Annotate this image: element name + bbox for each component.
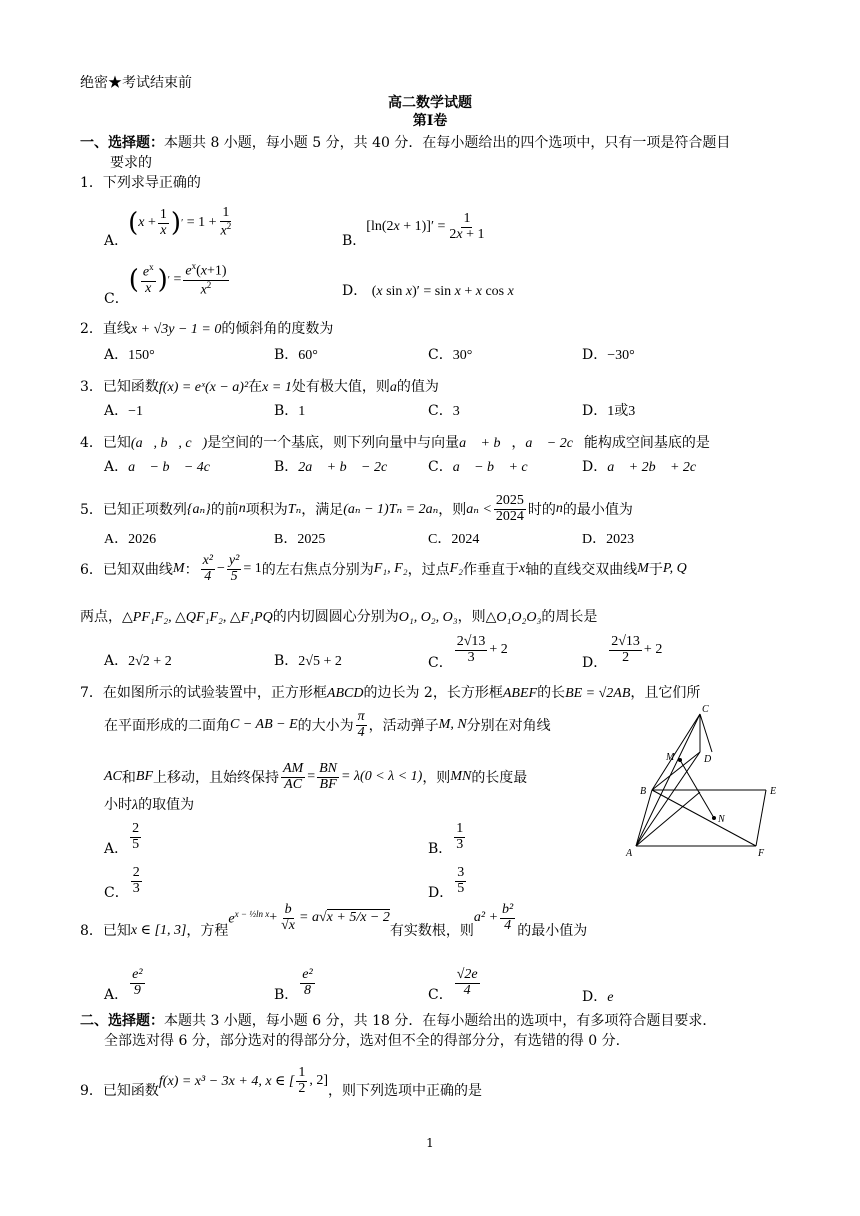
q1-option-d: D． (x sin x)′ = sin x + x cos x <box>342 283 514 299</box>
page-number: 1 <box>426 1136 434 1150</box>
q7-stem-line1: 7．在如图所示的试验装置中，正方形框ABCD的边长为 2，长方形框ABEF的长BE = √2AB，且它们所 <box>80 685 701 701</box>
fig-label-d: D <box>704 754 712 765</box>
q5-option-a: A．2026 <box>104 532 157 547</box>
q2-option-d: D．−30° <box>582 347 635 363</box>
fig-label-b: B <box>640 786 647 797</box>
q3-option-a: A．−1 <box>104 403 144 419</box>
q2-stem: 2．直线x + √3y − 1 = 0的倾斜角的度数为 <box>80 321 334 337</box>
volume-label: 第Ⅰ卷 <box>412 113 448 129</box>
q2-option-a: A．150° <box>104 347 155 363</box>
q6-option-a: A．2√2 + 2 <box>104 653 172 669</box>
q1-stem: 1．下列求导正确的 <box>80 175 201 191</box>
q4-option-c: C．a⃗ − b⃗ + c⃗ <box>428 459 539 475</box>
q8-option-d: D．e <box>582 989 614 1005</box>
q8-stem: 8． 已知 x ∈ [1, 3] ，方程 $e^{x - \frac{1}{2}ln x}$ + $\frac{b}{√x}$ = a √x + 5/x − 2 有实数根，则 a² + $\frac{\text{b²}}{4}$ 的最小值为 <box>80 901 588 939</box>
q4-option-a: A．a⃗ − b⃗ − 4c⃗ <box>104 459 221 475</box>
q9-stem: 9． 已知函数 f(x) = x³ − 3x + 4, x ∈ [ 1 2 , 2] ，则下列选项中正确的是 <box>80 1064 483 1099</box>
section2-heading: 二、选择题：本题共 3 小题，每小题 6 分，共 18 分．在每小题给出的选项中，有多项符合题目要求． <box>80 1013 717 1029</box>
q2-option-b: B．60° <box>274 347 318 363</box>
q3-stem: 3．已知函数f(x) = eˣ(x − a)²在x = 1处有极大值，则a的值为 <box>80 379 439 395</box>
section1-desc-line2: 要求的 <box>110 155 152 171</box>
q4-option-b: B．2a⃗ + b⃗ − 2c⃗ <box>274 459 399 475</box>
q6-option-d: D． 2√13 2 + 2 <box>582 633 663 671</box>
q3-option-d: D．1或3 <box>582 403 636 419</box>
q1-option-b: B． [ln(2 x + 1)]′ = 1 2x + 1 <box>342 210 485 249</box>
q6-option-b: B．2√5 + 2 <box>274 653 342 669</box>
section2-desc-line2: 全部选对得 6 分，部分选对的得部分分，选对但不全的得部分分，有选错的得 0 分. <box>104 1033 621 1049</box>
q6-stem-line2: 两点，△PF₁F₂, △QF₁F₂, △F₁PQ的内切圆圆心分别为O₁, O₂, O₃，则△O₁O₂O₃的周长是 <box>80 609 598 625</box>
q5-option-b: B．2025 <box>274 532 326 547</box>
fig-label-f: F <box>758 848 765 859</box>
exam-title: 高二数学试题 <box>388 95 472 111</box>
q1-option-c: C． ( $e^x$ x ) ′ = $e^x(x+1)$ $x^2$ <box>104 261 227 307</box>
q8-option-c: C． √2e 4 <box>428 966 478 1003</box>
q7-stem-line2: 在平面形成的二面角 C − AB − E 的大小为 π 4 ，活动弹子 M, N 分别在对角线 <box>104 709 551 740</box>
q1-option-a: A． ( x + 1 x ) ′ = 1 + 1 $x^2$ <box>104 205 232 249</box>
q4-option-d: D．a⃗ + 2b⃗ + 2c⃗ <box>582 459 708 475</box>
fig-label-m: M <box>666 752 675 763</box>
q7-figure <box>620 700 790 860</box>
q3-option-b: B．1 <box>274 403 306 419</box>
fig-label-c: C <box>702 704 709 715</box>
q3-option-c: C．3 <box>428 403 460 419</box>
q8-option-b: B． e² 8 <box>274 966 313 1003</box>
q7-stem-line4: 小时λ的取值为 <box>104 797 195 813</box>
fig-label-a: A <box>626 848 633 859</box>
q7-stem-line3: AC 和 BF 上移动，且始终保持 $\frac{AM}{AC}$ = $\frac{BN}{BF}$ = λ(0 < λ < 1) ，则 MN 的长度最 <box>104 761 528 792</box>
section1-heading: 一、选择题：本题共 8 小题，每小题 5 分，共 40 分．在每小题给出的四个选项中，只有一项是符合题目 <box>80 135 731 151</box>
q7-option-d: D． 3 5 <box>428 864 465 901</box>
q7-option-b: B． 1 3 <box>428 820 464 857</box>
q7-option-c: C． 2 3 <box>104 864 140 901</box>
q5-stem: 5． 已知正项数列 {aₙ} 的前 n 项积为 Tₙ ，满足 (aₙ − 1)Tₙ = 2aₙ ，则 aₙ < 2025 2024 时的 n 的最小值为 <box>80 493 633 524</box>
fig-label-e: E <box>770 786 777 797</box>
q2-option-c: C．30° <box>428 347 473 363</box>
q7-option-a: A． 2 5 <box>104 820 140 857</box>
secret-label: 绝密★考试结束前 <box>80 75 192 91</box>
q8-option-a: A． e² 9 <box>104 966 143 1003</box>
fig-label-n: N <box>718 814 725 825</box>
q6-option-c: C． 2√13 3 + 2 <box>428 633 508 671</box>
q4-stem: 4．已知(a⃗, b⃗, c⃗)是空间的一个基底，则下列向量中与向量a⃗ + b⃗，a⃗ − 2c⃗能构成空间基底的是 <box>80 435 710 451</box>
q5-option-d: D．2023 <box>582 532 635 547</box>
q6-stem-line1: 6． 已知双曲线 M ： x² 4 − $\frac{\text{y²}}{5}$ = 1 的左右焦点分别为 F₁, F₂ ，过点 F₂ 作垂直于 x 轴的直线交双曲线 M 于 P, Q <box>80 553 687 584</box>
q5-option-c: C．2024 <box>428 532 480 547</box>
